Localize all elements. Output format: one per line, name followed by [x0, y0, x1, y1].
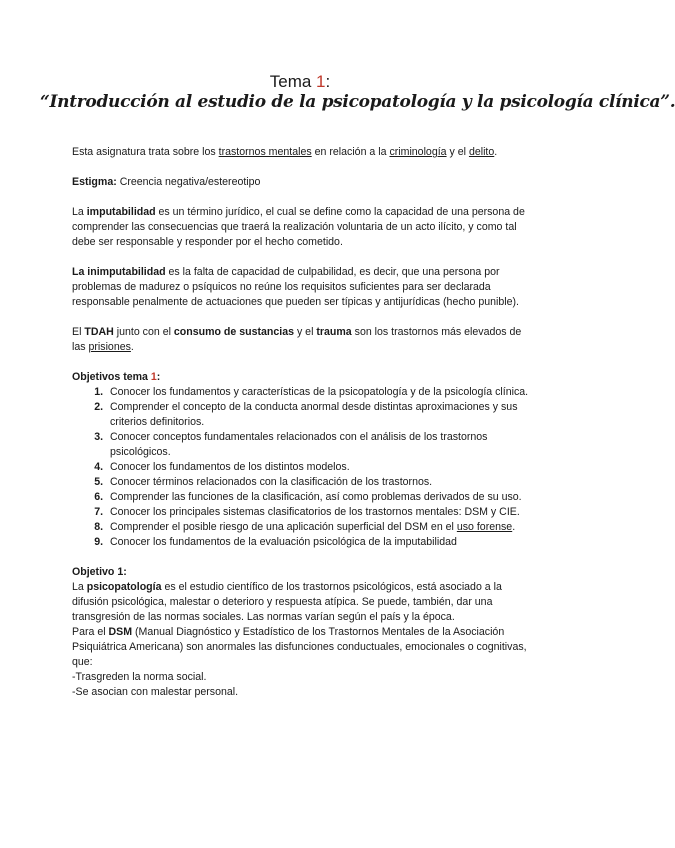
list-item: 6. Comprender las funciones de la clasificación, así como problemas derivados de su uso. [106, 490, 534, 505]
objetivo1-heading [72, 565, 534, 580]
psicopatologia-paragraph [72, 580, 534, 625]
tdah-text: El [72, 326, 85, 338]
intro-text: . [494, 146, 498, 158]
link-delito[interactable]: delito [468, 146, 495, 158]
consumo-term: consumo de sustancias [173, 326, 294, 338]
objetivos-heading [72, 370, 534, 385]
page-subtitle: “Introducción al estudio de la psicopatología y la psicología clínica”. [40, 92, 675, 112]
intro-paragraph [72, 145, 534, 160]
inimputabilidad-paragraph [72, 265, 534, 310]
list-item: 2. Comprender el concepto de la conducta anormal desde distintas aproximaciones y sus criterios definitorios. [106, 400, 534, 430]
tdah-term: TDAH [84, 326, 114, 338]
title-colon: : [325, 72, 331, 91]
link-trastornos-mentales[interactable]: trastornos mentales [218, 146, 312, 158]
list-item: 9. Conocer los fundamentos de la evaluación psicológica de la imputabilidad [106, 535, 534, 550]
tdah-text: junto con el [113, 326, 174, 338]
dsm-pre: Para el [72, 626, 109, 638]
objetivos-heading-text: Objetivos tema [72, 371, 151, 383]
trauma-term: trauma [316, 326, 352, 338]
estigma-text: Creencia negativa/estereotipo [116, 176, 261, 188]
inimputabilidad-text: es la falta de capacidad de culpabilidad, es decir, que una persona por problemas de madurez o psíquicos no reúne los requisitos suficientes para ser declarada responsable penalmente de actuaciones que pueden ser típicas y antijurídicas (hecho punible). [72, 266, 519, 308]
objetivos-heading-number: 1 [150, 371, 157, 383]
tdah-text: . [130, 341, 134, 353]
list-item: 4. Conocer los fundamentos de los distintos modelos. [106, 460, 534, 475]
dsm-term: DSM [108, 626, 133, 638]
document-body [72, 145, 534, 700]
link-uso-forense[interactable]: uso forense [456, 521, 513, 533]
list-item: 7. Conocer los principales sistemas clasificatorios de los trastornos mentales: DSM y CIE. [106, 505, 534, 520]
tdah-text: y el [294, 326, 317, 338]
imputabilidad-text: es un término jurídico, el cual se define como la capacidad de una persona de comprender las consecuencias que traerá la realización voluntaria de un acto ilícito, y como tal debe ser responsable y responder por el hecho cometido. [72, 206, 525, 248]
objetivo1-heading-text: Objetivo 1: [72, 566, 127, 578]
estigma-paragraph [72, 175, 534, 190]
imputabilidad-paragraph [72, 205, 534, 250]
link-prisiones[interactable]: prisiones [88, 341, 131, 353]
list-item [106, 520, 534, 535]
tdah-paragraph [72, 325, 534, 355]
tdah-text: son los trastornos más elevados de las [72, 326, 522, 353]
imputabilidad-term: imputabilidad [86, 206, 156, 218]
inimputabilidad-term: La inimputabilidad [72, 266, 166, 278]
intro-text: en relación a la [311, 146, 390, 158]
psicopatologia-pre: La [72, 581, 87, 593]
imputabilidad-pre: La [72, 206, 87, 218]
estigma-label: Estigma: [72, 176, 117, 188]
list-item: 3. Conocer conceptos fundamentales relacionados con el análisis de los trastornos psicológicos. [106, 430, 534, 460]
objetivos-list [72, 385, 534, 550]
dsm-paragraph [72, 625, 534, 670]
bullet-line: -Se asocian con malestar personal. [72, 686, 239, 698]
dsm-text: (Manual Diagnóstico y Estadístico de los Trastornos Mentales de la Asociación Psiquiátrica Americana) son anormales las disfunciones conductuales, emocionales o cognitivas, que: [72, 626, 527, 668]
link-criminologia[interactable]: criminología [389, 146, 447, 158]
objetivos-heading-colon: : [156, 371, 161, 383]
list-item-text: . [512, 521, 516, 533]
list-item: 5. Conocer términos relacionados con la clasificación de los trastornos. [106, 475, 534, 490]
psicopatologia-text: es el estudio científico de los trastornos psicológicos, está asociado a la difusión psicológica, malestar o deterioro y respuesta atípica. Se puede, también, dar una transgresión de las normas sociales. Las normas varían según el país y la época. [72, 581, 502, 623]
page-title [0, 72, 600, 92]
intro-text: Esta asignatura trata sobre los [72, 146, 219, 158]
list-item: 1. Conocer los fundamentos y características de la psicopatología y de la psicología clínica. [106, 385, 534, 400]
psicopatologia-term: psicopatología [86, 581, 162, 593]
title-word: Tema [269, 72, 312, 91]
title-number: 1 [316, 72, 326, 91]
intro-text: y el [446, 146, 469, 158]
bullet-line: -Trasgreden la norma social. [72, 671, 207, 683]
list-item-text: Comprender el posible riesgo de una aplicación superficial del DSM en el [110, 521, 457, 533]
